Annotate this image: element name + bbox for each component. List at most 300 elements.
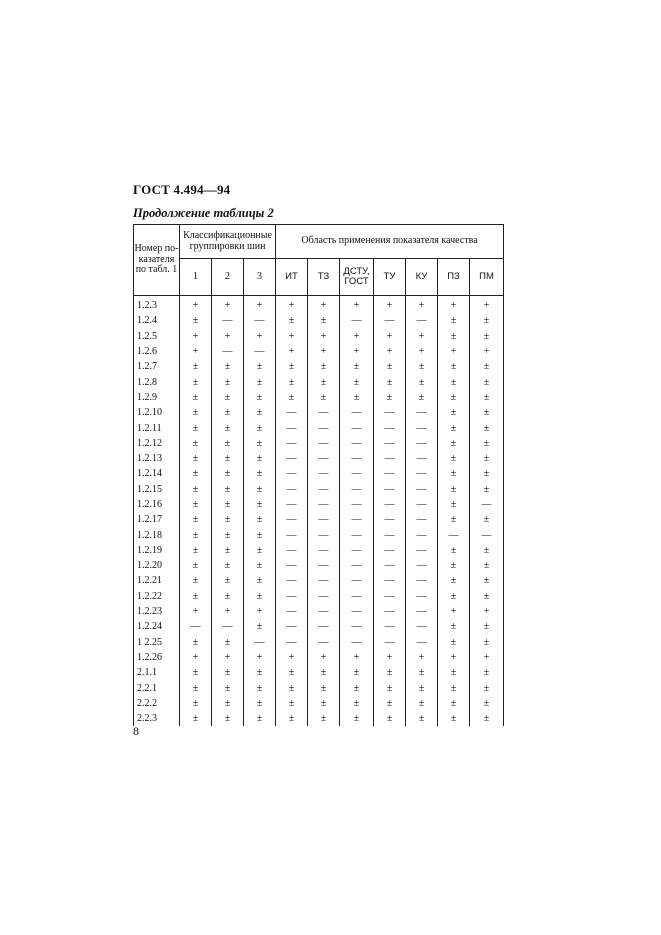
value-cell: —: [276, 527, 308, 542]
value-cell: —: [276, 497, 308, 512]
value-cell: —: [406, 543, 438, 558]
table-row: [134, 329, 504, 344]
value-cell: ±: [308, 680, 340, 695]
value-cell: —: [212, 619, 244, 634]
value-cell: ±: [374, 374, 406, 389]
table-row: [134, 405, 504, 420]
value-cell: ±: [276, 665, 308, 680]
value-cell: +: [374, 344, 406, 359]
value-cell: ±: [308, 359, 340, 374]
value-cell: ±: [212, 527, 244, 542]
value-cell: —: [374, 604, 406, 619]
value-cell: +: [340, 296, 374, 314]
value-cell: —: [406, 619, 438, 634]
value-cell: —: [308, 604, 340, 619]
value-cell: —: [470, 497, 504, 512]
value-cell: ±: [212, 573, 244, 588]
table-row: [134, 558, 504, 573]
table-row: [134, 604, 504, 619]
value-cell: ±: [212, 665, 244, 680]
row-number-cell: 1.2.23: [134, 604, 180, 619]
row-number-cell: 1.2.11: [134, 420, 180, 435]
value-cell: +: [438, 344, 470, 359]
value-cell: ±: [244, 374, 276, 389]
table-row: [134, 466, 504, 481]
value-cell: ±: [212, 558, 244, 573]
row-number-cell: 1.2.13: [134, 451, 180, 466]
table-caption: Продолжение таблицы 2: [133, 206, 274, 220]
value-cell: +: [276, 650, 308, 665]
value-cell: ±: [212, 497, 244, 512]
value-cell: ±: [180, 497, 212, 512]
table-row: [134, 512, 504, 527]
value-cell: ±: [244, 696, 276, 711]
row-number-cell: 1.2.15: [134, 482, 180, 497]
row-number-cell: 2.2.2: [134, 696, 180, 711]
value-cell: +: [180, 604, 212, 619]
value-cell: —: [276, 604, 308, 619]
value-cell: —: [406, 604, 438, 619]
value-cell: —: [374, 497, 406, 512]
table-row: [134, 296, 504, 314]
value-cell: —: [438, 527, 470, 542]
value-cell: —: [406, 558, 438, 573]
value-cell: ±: [470, 589, 504, 604]
value-cell: —: [374, 589, 406, 604]
value-cell: +: [406, 650, 438, 665]
value-cell: —: [406, 482, 438, 497]
value-cell: ±: [180, 512, 212, 527]
value-cell: ±: [470, 543, 504, 558]
value-cell: ±: [244, 466, 276, 481]
value-cell: —: [244, 635, 276, 650]
value-cell: —: [340, 573, 374, 588]
value-cell: ±: [340, 696, 374, 711]
value-cell: ±: [308, 696, 340, 711]
value-cell: ±: [244, 711, 276, 726]
value-cell: ±: [438, 374, 470, 389]
value-cell: ±: [470, 619, 504, 634]
table-row: [134, 711, 504, 726]
value-cell: ±: [438, 543, 470, 558]
header-col-dstu-gost: ДСТУ, ГОСТ: [340, 259, 374, 296]
value-cell: —: [308, 527, 340, 542]
value-cell: ±: [470, 711, 504, 726]
value-cell: —: [406, 451, 438, 466]
row-number-cell: 1.2.18: [134, 527, 180, 542]
value-cell: ±: [470, 436, 504, 451]
value-cell: +: [438, 296, 470, 314]
value-cell: —: [340, 512, 374, 527]
value-cell: —: [340, 482, 374, 497]
value-cell: ±: [340, 680, 374, 695]
value-cell: ±: [406, 359, 438, 374]
table-row: [134, 635, 504, 650]
value-cell: +: [212, 296, 244, 314]
value-cell: ±: [406, 390, 438, 405]
value-cell: ±: [438, 390, 470, 405]
value-cell: +: [212, 650, 244, 665]
row-number-cell: 2.2.1: [134, 680, 180, 695]
value-cell: ±: [180, 482, 212, 497]
value-cell: —: [406, 512, 438, 527]
header-col-2: 2: [212, 259, 244, 296]
value-cell: ±: [244, 405, 276, 420]
value-cell: ±: [244, 680, 276, 695]
header-col-ku: КУ: [406, 259, 438, 296]
value-cell: ±: [308, 665, 340, 680]
value-cell: —: [406, 497, 438, 512]
row-number-cell: 2.2.3: [134, 711, 180, 726]
row-number-cell: 1.2.12: [134, 436, 180, 451]
table-row: [134, 680, 504, 695]
row-number-cell: 1.2.10: [134, 405, 180, 420]
value-cell: —: [406, 420, 438, 435]
value-cell: —: [374, 466, 406, 481]
value-cell: —: [180, 619, 212, 634]
value-cell: —: [374, 313, 406, 328]
value-cell: ±: [244, 451, 276, 466]
value-cell: ±: [438, 573, 470, 588]
value-cell: —: [308, 635, 340, 650]
value-cell: ±: [438, 635, 470, 650]
value-cell: +: [308, 329, 340, 344]
value-cell: +: [406, 329, 438, 344]
value-cell: ±: [212, 680, 244, 695]
value-cell: ±: [438, 482, 470, 497]
value-cell: ±: [470, 374, 504, 389]
value-cell: ±: [212, 711, 244, 726]
value-cell: ±: [406, 680, 438, 695]
value-cell: ±: [470, 512, 504, 527]
value-cell: —: [308, 512, 340, 527]
value-cell: ±: [180, 558, 212, 573]
document-title: ГОСТ 4.494—94: [133, 182, 231, 197]
value-cell: —: [276, 436, 308, 451]
row-number-cell: 2.1.1: [134, 665, 180, 680]
value-cell: ±: [438, 665, 470, 680]
value-cell: ±: [470, 635, 504, 650]
table-row: [134, 696, 504, 711]
value-cell: +: [244, 604, 276, 619]
value-cell: ±: [180, 573, 212, 588]
row-number-cell: 1.2.8: [134, 374, 180, 389]
value-cell: —: [340, 466, 374, 481]
value-cell: +: [470, 604, 504, 619]
value-cell: —: [212, 344, 244, 359]
header-application-area: Область применения показателя качества: [276, 225, 504, 259]
value-cell: ±: [212, 482, 244, 497]
value-cell: +: [470, 650, 504, 665]
value-cell: —: [374, 420, 406, 435]
value-cell: ±: [212, 436, 244, 451]
value-cell: ±: [244, 482, 276, 497]
value-cell: ±: [470, 680, 504, 695]
value-cell: ±: [470, 359, 504, 374]
value-cell: +: [308, 344, 340, 359]
value-cell: —: [308, 420, 340, 435]
value-cell: ±: [470, 329, 504, 344]
value-cell: ±: [276, 359, 308, 374]
value-cell: ±: [276, 390, 308, 405]
value-cell: —: [406, 466, 438, 481]
value-cell: ±: [308, 374, 340, 389]
value-cell: —: [374, 436, 406, 451]
value-cell: —: [340, 451, 374, 466]
value-cell: —: [276, 451, 308, 466]
value-cell: ±: [244, 436, 276, 451]
value-cell: —: [374, 405, 406, 420]
value-cell: ±: [470, 420, 504, 435]
table-row: [134, 497, 504, 512]
value-cell: —: [340, 497, 374, 512]
row-number-cell: 1.2.7: [134, 359, 180, 374]
header-col-1: 1: [180, 259, 212, 296]
value-cell: ±: [212, 589, 244, 604]
value-cell: ±: [180, 405, 212, 420]
value-cell: ±: [244, 619, 276, 634]
value-cell: ±: [438, 405, 470, 420]
row-number-cell: 1.2.26: [134, 650, 180, 665]
value-cell: —: [276, 635, 308, 650]
value-cell: +: [244, 329, 276, 344]
value-cell: —: [340, 589, 374, 604]
value-cell: ±: [180, 374, 212, 389]
value-cell: —: [308, 573, 340, 588]
value-cell: ±: [438, 696, 470, 711]
value-cell: ±: [470, 558, 504, 573]
table-body: [134, 296, 504, 727]
header-col-it: ИТ: [276, 259, 308, 296]
table-row: [134, 359, 504, 374]
value-cell: ±: [374, 711, 406, 726]
value-cell: —: [406, 527, 438, 542]
header-col-pz: ПЗ: [438, 259, 470, 296]
row-number-cell: 1.2.24: [134, 619, 180, 634]
value-cell: ±: [212, 696, 244, 711]
value-cell: —: [406, 589, 438, 604]
value-cell: ±: [276, 680, 308, 695]
row-number-cell: 1.2.16: [134, 497, 180, 512]
value-cell: ±: [470, 390, 504, 405]
value-cell: ±: [212, 420, 244, 435]
value-cell: ±: [438, 589, 470, 604]
value-cell: ±: [276, 696, 308, 711]
row-number-cell: 1.2.9: [134, 390, 180, 405]
value-cell: +: [276, 296, 308, 314]
value-cell: ±: [212, 405, 244, 420]
value-cell: —: [276, 405, 308, 420]
value-cell: —: [340, 313, 374, 328]
value-cell: ±: [212, 635, 244, 650]
table-row: [134, 619, 504, 634]
value-cell: —: [276, 466, 308, 481]
value-cell: +: [180, 296, 212, 314]
value-cell: —: [406, 436, 438, 451]
value-cell: ±: [180, 390, 212, 405]
value-cell: ±: [438, 313, 470, 328]
value-cell: +: [470, 296, 504, 314]
table-row: [134, 482, 504, 497]
value-cell: —: [276, 619, 308, 634]
header-col-tz: ТЗ: [308, 259, 340, 296]
value-cell: —: [308, 619, 340, 634]
page-number: 8: [133, 724, 139, 738]
value-cell: —: [374, 482, 406, 497]
table-row: [134, 436, 504, 451]
value-cell: —: [212, 313, 244, 328]
value-cell: +: [244, 296, 276, 314]
value-cell: ±: [438, 497, 470, 512]
value-cell: —: [374, 635, 406, 650]
value-cell: +: [276, 329, 308, 344]
value-cell: ±: [180, 527, 212, 542]
value-cell: ±: [276, 374, 308, 389]
value-cell: ±: [406, 711, 438, 726]
value-cell: +: [438, 650, 470, 665]
value-cell: ±: [374, 680, 406, 695]
value-cell: —: [276, 482, 308, 497]
header-col-3: 3: [244, 259, 276, 296]
value-cell: ±: [470, 451, 504, 466]
value-cell: —: [276, 589, 308, 604]
value-cell: ±: [470, 313, 504, 328]
value-cell: —: [308, 482, 340, 497]
row-number-cell: 1.2.4: [134, 313, 180, 328]
table-row: [134, 543, 504, 558]
value-cell: ±: [244, 543, 276, 558]
value-cell: ±: [180, 313, 212, 328]
value-cell: —: [276, 573, 308, 588]
value-cell: —: [374, 451, 406, 466]
table-row: [134, 344, 504, 359]
value-cell: +: [406, 296, 438, 314]
value-cell: ±: [470, 482, 504, 497]
value-cell: ±: [276, 313, 308, 328]
value-cell: ±: [212, 451, 244, 466]
table-row: [134, 390, 504, 405]
value-cell: ±: [438, 329, 470, 344]
table-row: [134, 665, 504, 680]
value-cell: ±: [180, 696, 212, 711]
value-cell: ±: [340, 374, 374, 389]
value-cell: +: [340, 344, 374, 359]
value-cell: ±: [212, 466, 244, 481]
value-cell: ±: [438, 359, 470, 374]
value-cell: +: [374, 296, 406, 314]
value-cell: ±: [244, 390, 276, 405]
value-cell: ±: [180, 543, 212, 558]
value-cell: ±: [438, 512, 470, 527]
value-cell: ±: [244, 512, 276, 527]
row-number-cell: 1.2.6: [134, 344, 180, 359]
value-cell: ±: [180, 420, 212, 435]
value-cell: +: [308, 650, 340, 665]
value-cell: —: [374, 543, 406, 558]
header-classification-groups: Классификационные группировки шин: [180, 225, 276, 259]
value-cell: ±: [374, 390, 406, 405]
header-col-tu: ТУ: [374, 259, 406, 296]
value-cell: ±: [180, 466, 212, 481]
table-row: [134, 451, 504, 466]
value-cell: —: [276, 558, 308, 573]
value-cell: —: [374, 527, 406, 542]
row-number-cell: 1.2.21: [134, 573, 180, 588]
value-cell: —: [276, 420, 308, 435]
value-cell: —: [308, 451, 340, 466]
value-cell: ±: [340, 359, 374, 374]
value-cell: —: [308, 497, 340, 512]
table-row: [134, 650, 504, 665]
value-cell: —: [340, 619, 374, 634]
value-cell: +: [276, 344, 308, 359]
value-cell: +: [438, 604, 470, 619]
value-cell: —: [406, 313, 438, 328]
value-cell: ±: [406, 374, 438, 389]
value-cell: ±: [212, 359, 244, 374]
value-cell: +: [340, 329, 374, 344]
value-cell: ±: [438, 436, 470, 451]
row-number-cell: 1.2.5: [134, 329, 180, 344]
value-cell: +: [340, 650, 374, 665]
row-number-cell: 1.2.14: [134, 466, 180, 481]
value-cell: —: [340, 436, 374, 451]
value-cell: ±: [438, 420, 470, 435]
value-cell: +: [180, 344, 212, 359]
table-row: [134, 589, 504, 604]
value-cell: ±: [438, 558, 470, 573]
value-cell: +: [180, 329, 212, 344]
value-cell: ±: [340, 711, 374, 726]
value-cell: ±: [276, 711, 308, 726]
value-cell: ±: [244, 497, 276, 512]
value-cell: ±: [180, 711, 212, 726]
value-cell: —: [276, 543, 308, 558]
value-cell: ±: [374, 696, 406, 711]
value-cell: —: [308, 466, 340, 481]
value-cell: ±: [180, 665, 212, 680]
value-cell: ±: [308, 390, 340, 405]
value-cell: ±: [438, 711, 470, 726]
value-cell: ±: [308, 313, 340, 328]
value-cell: ±: [438, 466, 470, 481]
value-cell: ±: [180, 359, 212, 374]
header-col-pm: ПМ: [470, 259, 504, 296]
value-cell: ±: [180, 589, 212, 604]
value-cell: ±: [244, 573, 276, 588]
value-cell: ±: [406, 665, 438, 680]
row-number-cell: 1.2.20: [134, 558, 180, 573]
value-cell: —: [308, 436, 340, 451]
value-cell: ±: [244, 558, 276, 573]
value-cell: —: [340, 543, 374, 558]
value-cell: —: [406, 573, 438, 588]
value-cell: ±: [244, 527, 276, 542]
value-cell: —: [308, 558, 340, 573]
value-cell: —: [340, 558, 374, 573]
value-cell: —: [340, 527, 374, 542]
value-cell: ±: [180, 635, 212, 650]
value-cell: ±: [212, 390, 244, 405]
header-row-number: Номер по-казателя по табл. 1: [134, 225, 180, 296]
row-number-cell: 1 2.25: [134, 635, 180, 650]
table-row: [134, 420, 504, 435]
value-cell: —: [308, 543, 340, 558]
value-cell: ±: [212, 374, 244, 389]
value-cell: —: [244, 313, 276, 328]
value-cell: —: [340, 635, 374, 650]
value-cell: —: [406, 405, 438, 420]
